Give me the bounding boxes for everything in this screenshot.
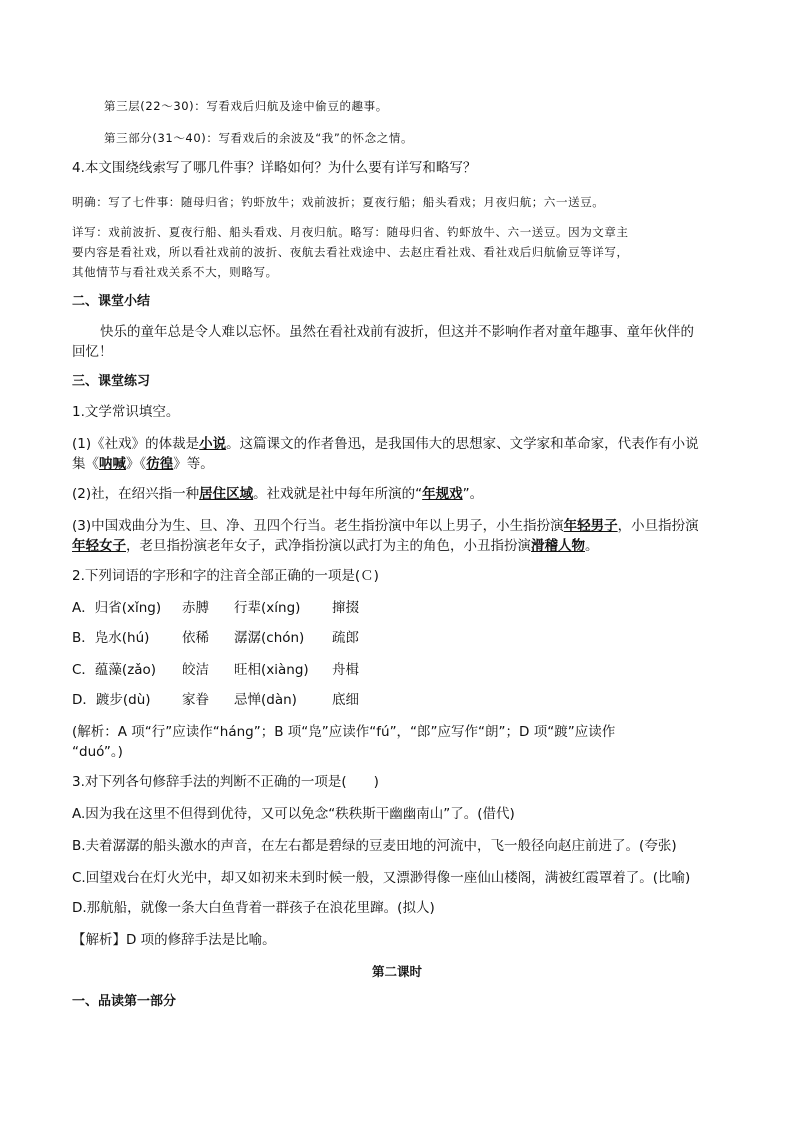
q1-item-1-line-2: 集《呐喊》《彷徨》等。 <box>72 456 214 472</box>
q3-analysis: 【解析】D 项的修辞手法是比喻。 <box>72 932 276 948</box>
answer-blank: 居住区域 <box>199 486 254 502</box>
q1-item-3-line-2: 年轻女子，老旦指扮演老年女子，武净指扮演以武打为主的角色，小丑指扮演滑稽人物。 <box>72 538 599 554</box>
answer-blank: 年轻男子 <box>563 518 618 534</box>
q3-option-a: A.因为我在这里不但得到优待，又可以免念“秩秩斯干幽幽南山”了。(借代) <box>72 806 515 822</box>
q1-item-1-line-1: (1)《社戏》的体裁是小说。这篇课文的作者鲁迅，是我国伟大的思想家、文学家和革命家，代表作有小说 <box>72 436 699 452</box>
detail-line-1: 详写：戏前波折、夏夜行船、船头看戏、月夜归航。略写：随母归省、钓虾放牛、六一送豆。因为文章主 <box>72 225 629 239</box>
q1-item-3-line-1: (3)中国戏曲分为生、旦、净、丑四个行当。老生指扮演中年以上男子，小生指扮演年轻男子，小旦指扮演 <box>72 518 699 534</box>
answer-blank: 呐喊 <box>99 456 126 472</box>
outline-layer-3: 第三层(22～30)：写看戏后归航及途中偷豆的趣事。 <box>104 99 388 113</box>
option-c: C．蕴藻(zǎo) 皎洁 旺相(xiàng) 舟楫 <box>72 662 359 678</box>
q2-analysis-line-2: “duó”。) <box>72 744 123 760</box>
practice-question-2: 2.下列词语的字形和字的注音全部正确的一项是(Ｃ) <box>72 568 379 584</box>
answer-blank: 彷徨 <box>146 456 174 472</box>
answer-blank: 年规戏 <box>422 486 463 502</box>
answer-blank: 滑稽人物 <box>531 538 585 554</box>
outline-part-3: 第三部分(31～40)：写看戏后的余波及“我”的怀念之情。 <box>104 131 414 145</box>
option-a: A．归省(xǐng) 赤膊 行辈(xíng) 撺掇 <box>72 600 359 616</box>
summary-line-2: 回忆！ <box>72 344 113 360</box>
q3-option-b: B.夫着潺潺的船头激水的声音，在左右都是碧绿的豆麦田地的河流中，飞一般径向赵庄前进了。(夸张) <box>72 838 677 854</box>
q1-item-2: (2)社，在绍兴指一种居住区域。社戏就是社中每年所演的“年规戏”。 <box>72 486 484 502</box>
lesson-session-title: 第二课时 <box>371 964 422 979</box>
option-b: B．凫水(hú) 依稀 潺潺(chón) 疏郎 <box>72 630 359 646</box>
detail-line-2: 要内容是看社戏，所以看社戏前的波折、夜航去看社戏途中、去赵庄看社戏、看社戏后归航偷豆等详写， <box>72 245 629 259</box>
q3-option-d: D.那航船，就像一条大白鱼背着一群孩子在浪花里蹿。(拟人) <box>72 900 435 916</box>
q3-option-c: C.回望戏台在灯火光中，却又如初来未到时候一般，又漂渺得像一座仙山楼阁，满被红霞罩着了。(比喻) <box>72 870 691 886</box>
q2-analysis-line-1: (解析：A 项“行”应读作“háng”；B 项“凫”应读作“fú”，“郎”应写作“朗”；D 项“踱”应读作 <box>72 724 616 740</box>
answer-blank: 年轻女子 <box>72 538 126 554</box>
detail-line-3: 其他情节与看社戏关系不大，则略写。 <box>72 265 278 279</box>
practice-question-1: 1.文学常识填空。 <box>72 404 180 420</box>
question-4: 4.本文围绕线索写了哪几件事？详略如何？为什么要有详写和略写？ <box>72 160 477 176</box>
option-d: D．踱步(dù) 家眷 忌惮(dàn) 底细 <box>72 692 359 708</box>
section-heading-summary: 二、课堂小结 <box>72 294 151 309</box>
practice-question-3: 3.对下列各句修辞手法的判断不正确的一项是( ) <box>72 774 379 790</box>
section-heading-part-1: 一、品读第一部分 <box>72 994 177 1009</box>
answer-blank: 小说 <box>199 436 227 452</box>
summary-line-1: 快乐的童年总是令人难以忘怀。虽然在看社戏前有波折，但这并不影响作者对童年趣事、童年伙伴的 <box>100 324 694 340</box>
section-heading-practice: 三、课堂练习 <box>72 374 151 389</box>
answer-clarify: 明确：写了七件事：随母归省；钓虾放牛；戏前波折；夏夜行船；船头看戏；月夜归航；六一送豆。 <box>72 195 605 209</box>
